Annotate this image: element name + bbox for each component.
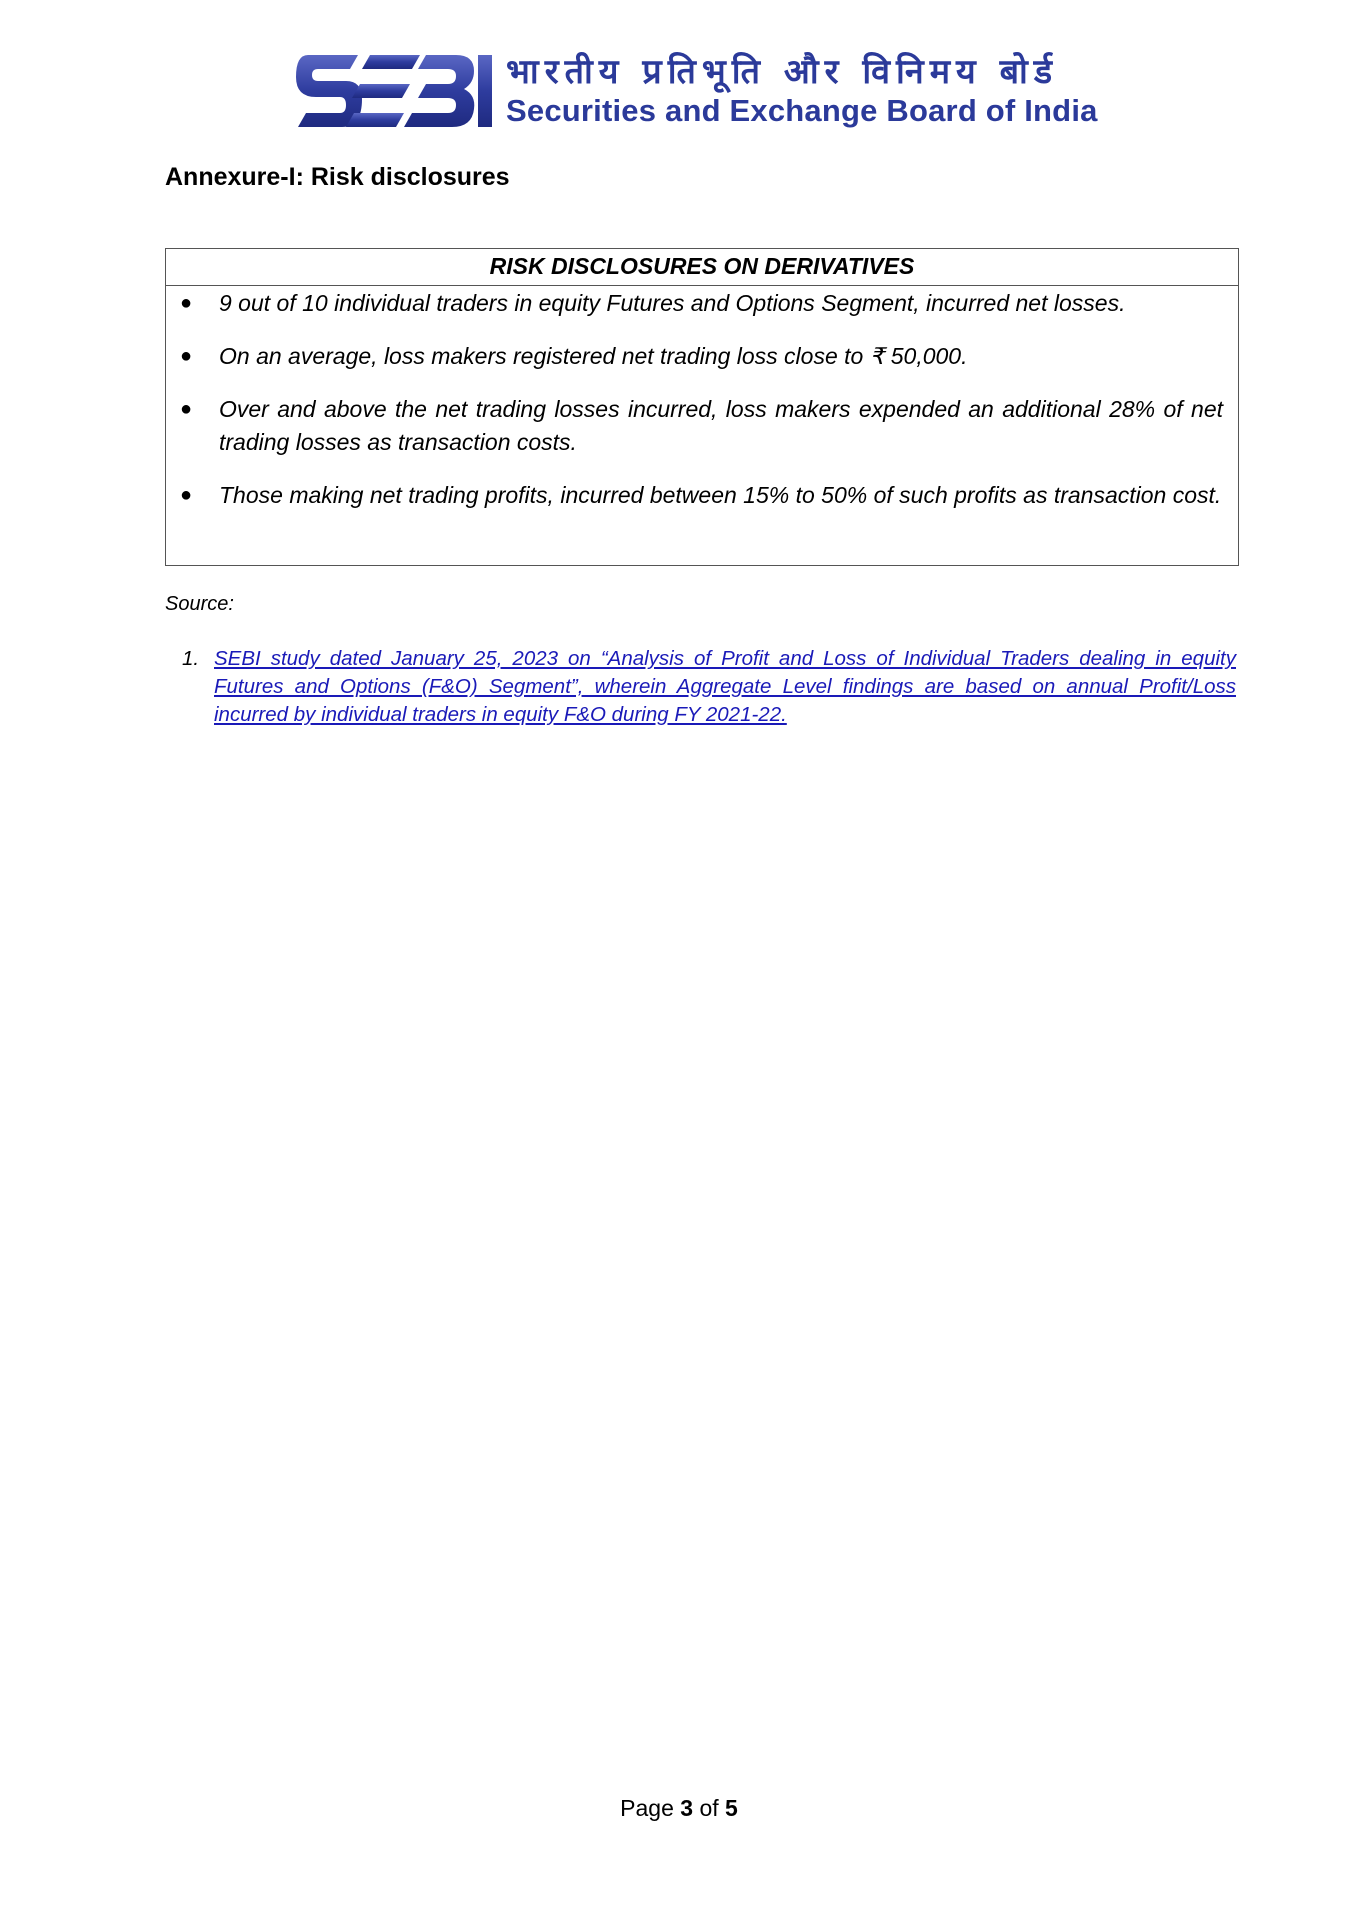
risk-item-text: Over and above the net trading losses incurred, loss makers expended an additional 28% of net trading losses as transaction costs.: [219, 396, 1223, 455]
risk-item-text: Those making net trading profits, incurred between 15% to 50% of such profits as transaction cost.: [219, 482, 1222, 508]
sebi-logo-mark-icon: [296, 49, 492, 133]
org-name-hindi: भारतीय प्रतिभूति और विनिमय बोर्ड: [506, 52, 1059, 92]
risk-table-heading: RISK DISCLOSURES ON DERIVATIVES: [166, 249, 1238, 286]
org-name-english: Securities and Exchange Board of India: [506, 93, 1098, 128]
risk-item-text: On an average, loss makers registered net trading loss close to ₹ 50,000.: [219, 343, 968, 369]
of-label: of: [699, 1795, 719, 1821]
bullet-icon: ●: [180, 484, 193, 506]
bullet-icon: ●: [180, 292, 193, 314]
page-number: [0, 1795, 1358, 1822]
page-prefix: Page: [620, 1795, 674, 1821]
risk-item-text: 9 out of 10 individual traders in equity Futures and Options Segment, incurred net losses.: [219, 290, 1126, 316]
reference-number: 1.: [182, 647, 200, 670]
bullet-icon: ●: [180, 345, 193, 367]
sebi-logo: [296, 48, 1098, 134]
current-page: 3: [680, 1795, 694, 1821]
reference-link[interactable]: SEBI study dated January 25, 2023 on “Analysis of Profit and Loss of Individual Traders dealing in equity Futures and Options (F&O) Segment”, wherein Aggregate Level findings are based on annual Profit/Loss incurred by individual traders in equity F&O during FY 2021-22.: [214, 647, 1236, 726]
total-pages: 5: [725, 1795, 738, 1821]
source-label: Source:: [165, 593, 234, 615]
bullet-icon: ●: [180, 398, 193, 420]
risk-disclosures-table: [165, 248, 1239, 566]
annexure-title: Annexure-I: Risk disclosures: [165, 163, 510, 191]
